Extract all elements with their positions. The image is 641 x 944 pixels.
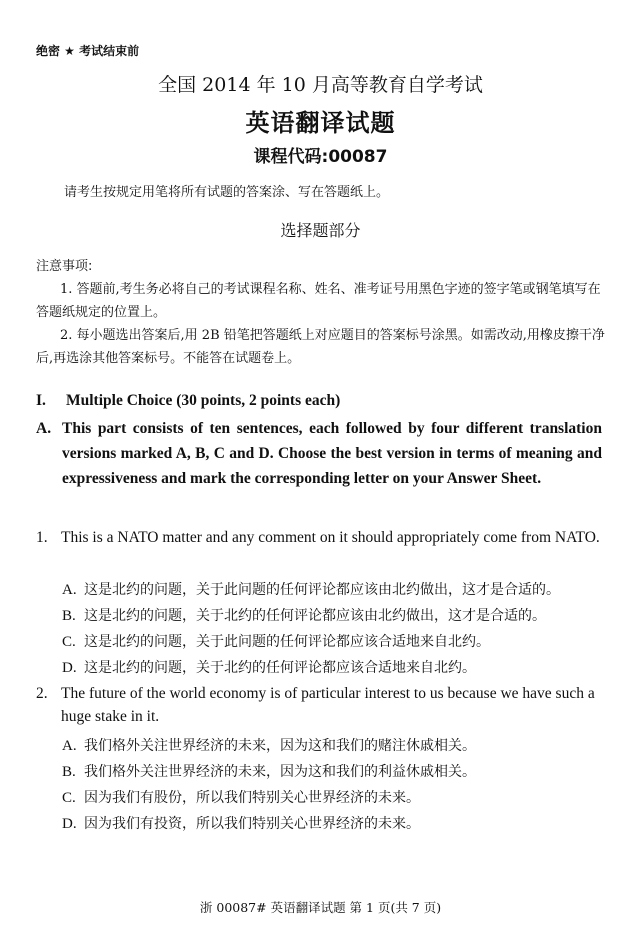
- q1-option-b: [62, 605, 546, 625]
- option-letter: C.: [62, 634, 76, 650]
- notice-item-2: [36, 324, 606, 370]
- option-letter: C.: [62, 790, 76, 806]
- answer-instruction: 请考生按规定用笔将所有试题的答案涂、写在答题纸上。: [64, 185, 390, 200]
- notice-item-text: 1. 答题前,考生务必将自己的考试课程名称、姓名、准考证号用黑色字迹的签字笔或钢笔填写在答题纸规定的位置上。: [36, 282, 601, 320]
- question-text: The future of the world economy is of particular interest to us because we have such a huge stake in it.: [61, 685, 595, 725]
- secret-label: 绝密 ★ 考试结束前: [36, 44, 140, 58]
- option-text: 这是北约的问题，关于此问题的任何评论都应该合适地来自北约。: [84, 634, 490, 650]
- q1-option-a: [62, 579, 560, 599]
- question-2: [36, 682, 602, 728]
- notice-item-text: 2. 每小题选出答案后,用 2B 铅笔把答题纸上对应题目的答案标号涂黑。如需改动,用橡皮擦干净后,再选涂其他答案标号。不能答在试题卷上。: [36, 328, 605, 366]
- option-text: 因为我们有股份，所以我们特别关心世界经济的未来。: [84, 790, 420, 806]
- option-letter: A.: [62, 582, 77, 598]
- page-footer: 浙 00087# 英语翻译试题 第 1 页(共 7 页): [199, 900, 442, 915]
- q1-option-d: [62, 657, 476, 677]
- option-text: 因为我们有投资，所以我们特别关心世界经济的未来。: [84, 816, 420, 832]
- directions-text: This part consists of ten sentences, each followed by four different translation versions marked A, B, C and D. Choose the best version in terms of meaning and expressiveness and mark the corresponding letter on your Answer Sheet.: [62, 420, 602, 487]
- notice-heading: 注意事项:: [36, 259, 93, 274]
- question-text: This is a NATO matter and any comment on it should appropriately come from NATO.: [61, 529, 600, 546]
- option-letter: A.: [62, 738, 77, 754]
- option-letter: D.: [62, 816, 77, 832]
- question-number: 1.: [36, 529, 48, 546]
- paper-title: 英语翻译试题: [245, 109, 396, 137]
- q1-option-c: [62, 631, 490, 651]
- directions-label: A.: [36, 420, 52, 437]
- part-heading: [36, 392, 340, 410]
- option-letter: D.: [62, 660, 77, 676]
- section-title: 选择题部分: [280, 221, 361, 240]
- question-number: 2.: [36, 685, 48, 702]
- q2-option-b: [62, 761, 476, 781]
- q2-option-d: [62, 813, 420, 833]
- question-1: [36, 526, 602, 549]
- option-text: 这是北约的问题，关于北约的任何评论都应该由北约做出，这才是合适的。: [84, 608, 546, 624]
- option-text: 我们格外关注世界经济的未来，因为这和我们的赌注休戚相关。: [84, 738, 476, 754]
- option-letter: B.: [62, 764, 76, 780]
- part-number: I.: [36, 392, 46, 409]
- option-letter: B.: [62, 608, 76, 624]
- notice-item-1: [36, 278, 606, 324]
- part-directions: [36, 416, 602, 491]
- course-code: 课程代码:00087: [253, 147, 388, 167]
- part-title: Multiple Choice (30 points, 2 points each): [66, 392, 341, 409]
- option-text: 这是北约的问题，关于此问题的任何评论都应该由北约做出，这才是合适的。: [84, 582, 560, 598]
- exam-title: 全国 2014 年 10 月高等教育自学考试: [158, 74, 483, 96]
- q2-option-c: [62, 787, 420, 807]
- q2-option-a: [62, 735, 476, 755]
- option-text: 我们格外关注世界经济的未来，因为这和我们的利益休戚相关。: [84, 764, 476, 780]
- option-text: 这是北约的问题，关于北约的任何评论都应该合适地来自北约。: [84, 660, 476, 676]
